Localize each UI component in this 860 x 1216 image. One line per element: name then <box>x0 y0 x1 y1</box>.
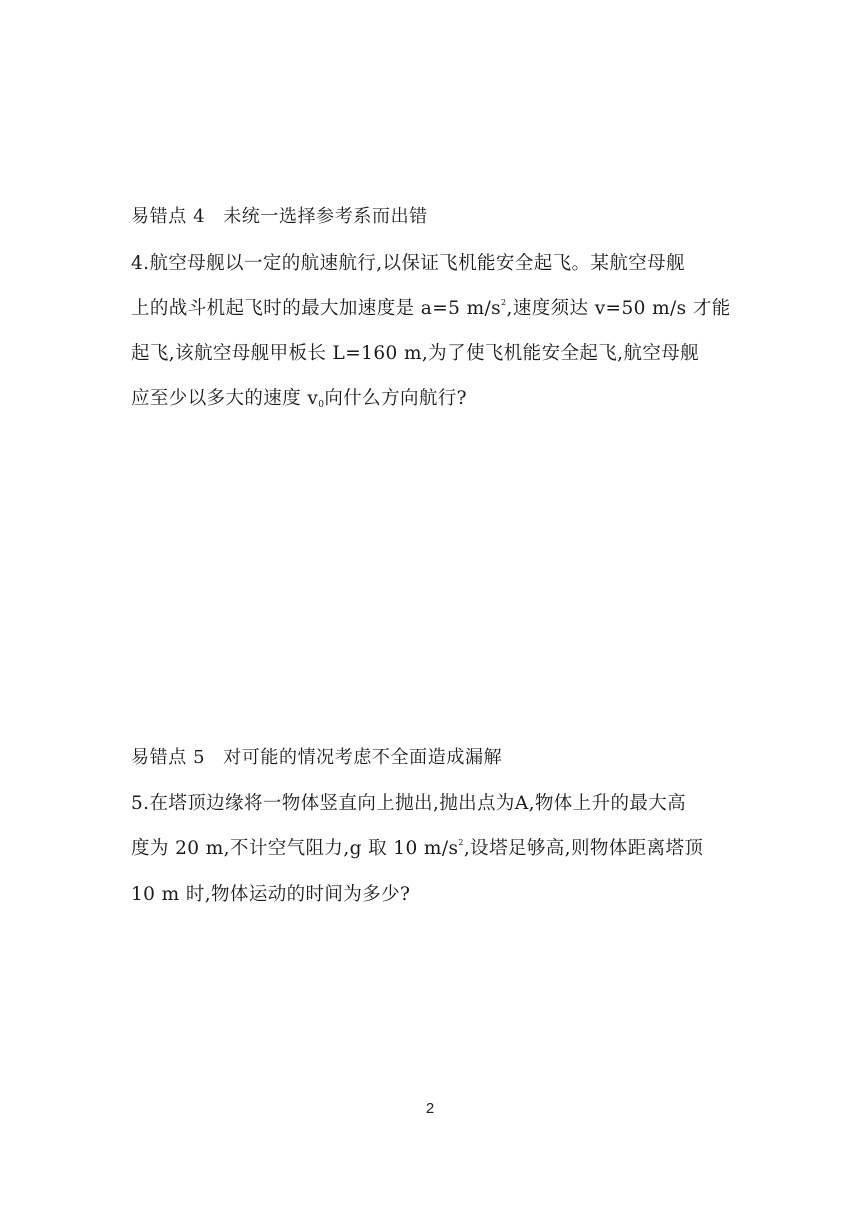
section-4-title: 未统一选择参考系而出错 <box>223 206 428 227</box>
section-5-label: 易错点 5 <box>131 747 206 768</box>
question-4-line-3: 起飞,该航空母舰甲板长 L=160 m,为了使飞机能安全起飞,航空母舰 <box>131 343 700 364</box>
question-4-line-4-part-a: 应至少以多大的速度 v <box>131 388 319 409</box>
question-4-line-4 <box>131 387 741 411</box>
question-4-line-1: 4.航空母舰以一定的航速航行,以保证飞机能安全起飞。某航空母舰 <box>131 253 685 274</box>
question-4-exponent: 2 <box>501 298 507 307</box>
question-4-subscript: 0 <box>318 400 325 410</box>
question-4-line-2 <box>131 297 741 321</box>
section-4-heading <box>131 205 741 229</box>
section-5-heading <box>131 746 741 770</box>
question-4-line-4-part-b: 向什么方向航行? <box>324 388 467 409</box>
question-5-exponent: 2 <box>458 838 464 847</box>
question-4-line-2-part-b: ,速度须达 v=50 m/s 才能 <box>506 298 731 319</box>
question-5-line-2 <box>131 837 741 861</box>
question-5-line-2-part-a: 度为 20 m,不计空气阻力,g 取 10 m/s <box>131 838 459 859</box>
question-4-line-2-part-a: 上的战斗机起飞时的最大加速度是 a=5 m/s <box>131 298 502 319</box>
question-5-line-3: 10 m 时,物体运动的时间为多少? <box>131 884 411 905</box>
section-4-label: 易错点 4 <box>131 206 206 227</box>
page-number: 2 <box>425 1100 435 1117</box>
question-5-line-1: 5.在塔顶边缘将一物体竖直向上抛出,抛出点为A,物体上升的最大高 <box>131 793 687 814</box>
section-5-title: 对可能的情况考虑不全面造成漏解 <box>223 747 503 768</box>
question-5-line-2-part-b: ,设塔足够高,则物体距离塔顶 <box>463 838 704 859</box>
